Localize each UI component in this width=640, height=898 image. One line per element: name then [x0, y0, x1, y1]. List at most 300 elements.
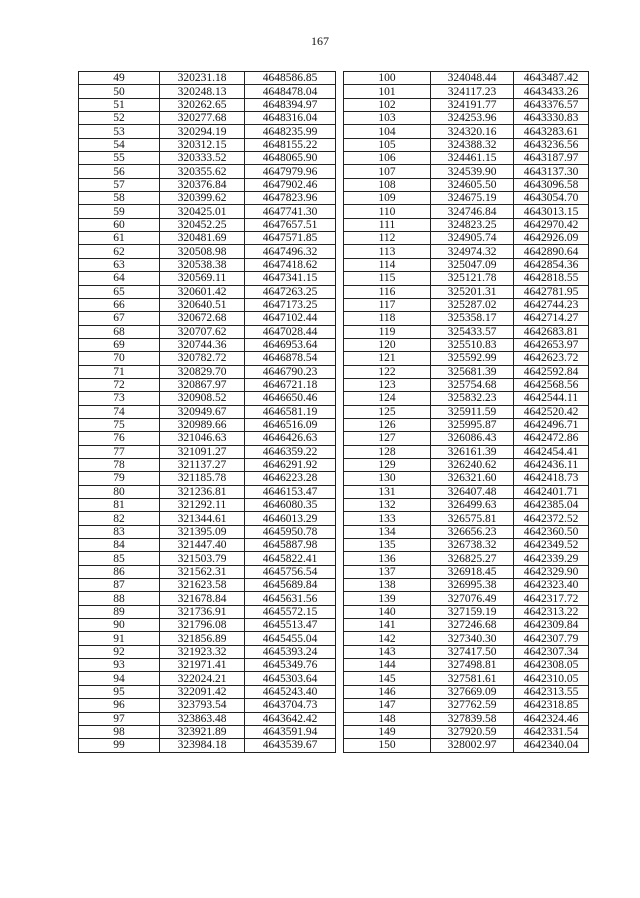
x-coordinate-cell: 321046.63	[160, 432, 245, 445]
y-coordinate-cell: 4645887.98	[245, 539, 336, 552]
x-coordinate-cell: 320508.98	[160, 245, 245, 258]
y-coordinate-cell: 4642854.36	[514, 258, 589, 271]
x-coordinate-cell: 321796.08	[160, 619, 245, 632]
y-coordinate-cell: 4647028.44	[245, 325, 336, 338]
y-coordinate-cell: 4643283.61	[514, 125, 589, 138]
x-coordinate-cell: 327340.30	[431, 632, 514, 645]
point-number-cell: 128	[344, 445, 431, 458]
point-number-cell: 91	[79, 632, 160, 645]
table-row	[79, 672, 336, 685]
y-coordinate-cell: 4643433.26	[514, 85, 589, 98]
point-number-cell: 113	[344, 245, 431, 258]
table-row	[344, 285, 589, 298]
point-number-cell: 85	[79, 552, 160, 565]
point-number-cell: 127	[344, 432, 431, 445]
x-coordinate-cell: 325995.87	[431, 418, 514, 431]
table-row	[79, 152, 336, 165]
y-coordinate-cell: 4642372.52	[514, 512, 589, 525]
y-coordinate-cell: 4645349.76	[245, 659, 336, 672]
table-row	[79, 712, 336, 725]
y-coordinate-cell: 4642331.54	[514, 725, 589, 738]
table-row	[79, 725, 336, 738]
point-number-cell: 126	[344, 418, 431, 431]
x-coordinate-cell: 326161.39	[431, 445, 514, 458]
point-number-cell: 70	[79, 352, 160, 365]
y-coordinate-cell: 4645455.04	[245, 632, 336, 645]
point-number-cell: 74	[79, 405, 160, 418]
x-coordinate-cell: 320744.36	[160, 338, 245, 351]
x-coordinate-cell: 327920.59	[431, 725, 514, 738]
point-number-cell: 86	[79, 565, 160, 578]
y-coordinate-cell: 4642329.90	[514, 565, 589, 578]
x-coordinate-cell: 326918.45	[431, 565, 514, 578]
y-coordinate-cell: 4642714.27	[514, 312, 589, 325]
point-number-cell: 111	[344, 218, 431, 231]
point-number-cell: 147	[344, 699, 431, 712]
x-coordinate-cell: 321292.11	[160, 499, 245, 512]
y-coordinate-cell: 4642418.73	[514, 472, 589, 485]
y-coordinate-cell: 4642313.55	[514, 685, 589, 698]
table-row	[79, 499, 336, 512]
y-coordinate-cell: 4642360.50	[514, 525, 589, 538]
table-row	[79, 218, 336, 231]
y-coordinate-cell: 4646223.28	[245, 472, 336, 485]
table-row	[344, 725, 589, 738]
y-coordinate-cell: 4646291.92	[245, 458, 336, 471]
x-coordinate-cell: 320452.25	[160, 218, 245, 231]
table-row	[79, 632, 336, 645]
y-coordinate-cell: 4643539.67	[245, 739, 336, 752]
y-coordinate-cell: 4643137.30	[514, 165, 589, 178]
x-coordinate-cell: 325832.23	[431, 392, 514, 405]
table-row	[79, 298, 336, 311]
x-coordinate-cell: 328002.97	[431, 739, 514, 752]
x-coordinate-cell: 321856.89	[160, 632, 245, 645]
table-row	[79, 432, 336, 445]
point-number-cell: 52	[79, 112, 160, 125]
point-number-cell: 94	[79, 672, 160, 685]
y-coordinate-cell: 4642323.40	[514, 579, 589, 592]
y-coordinate-cell: 4648155.22	[245, 138, 336, 151]
y-coordinate-cell: 4647571.85	[245, 232, 336, 245]
table-row	[344, 605, 589, 618]
x-coordinate-cell: 322091.42	[160, 685, 245, 698]
point-number-cell: 61	[79, 232, 160, 245]
point-number-cell: 87	[79, 579, 160, 592]
y-coordinate-cell: 4643704.73	[245, 699, 336, 712]
point-number-cell: 58	[79, 192, 160, 205]
y-coordinate-cell: 4642313.22	[514, 605, 589, 618]
y-coordinate-cell: 4647902.46	[245, 178, 336, 191]
point-number-cell: 131	[344, 485, 431, 498]
point-number-cell: 89	[79, 605, 160, 618]
point-number-cell: 118	[344, 312, 431, 325]
y-coordinate-cell: 4645513.47	[245, 619, 336, 632]
table-row	[344, 525, 589, 538]
x-coordinate-cell: 321344.61	[160, 512, 245, 525]
point-number-cell: 92	[79, 645, 160, 658]
table-row	[79, 352, 336, 365]
y-coordinate-cell: 4647741.30	[245, 205, 336, 218]
table-row	[79, 525, 336, 538]
y-coordinate-cell: 4646080.35	[245, 499, 336, 512]
table-row	[79, 192, 336, 205]
x-coordinate-cell: 326321.60	[431, 472, 514, 485]
table-row	[344, 672, 589, 685]
y-coordinate-cell: 4646516.09	[245, 418, 336, 431]
y-coordinate-cell: 4647823.96	[245, 192, 336, 205]
table-row	[79, 739, 336, 752]
x-coordinate-cell: 320262.65	[160, 98, 245, 111]
y-coordinate-cell: 4642310.05	[514, 672, 589, 685]
table-row	[344, 405, 589, 418]
x-coordinate-cell: 321091.27	[160, 445, 245, 458]
x-coordinate-cell: 323921.89	[160, 725, 245, 738]
table-row	[344, 298, 589, 311]
table-row	[79, 312, 336, 325]
table-row	[344, 685, 589, 698]
table-row	[79, 392, 336, 405]
y-coordinate-cell: 4643591.94	[245, 725, 336, 738]
x-coordinate-cell: 320989.66	[160, 418, 245, 431]
point-number-cell: 93	[79, 659, 160, 672]
point-number-cell: 148	[344, 712, 431, 725]
point-number-cell: 54	[79, 138, 160, 151]
table-row	[79, 552, 336, 565]
y-coordinate-cell: 4642683.81	[514, 325, 589, 338]
y-coordinate-cell: 4645572.15	[245, 605, 336, 618]
x-coordinate-cell: 326825.27	[431, 552, 514, 565]
point-number-cell: 121	[344, 352, 431, 365]
point-number-cell: 62	[79, 245, 160, 258]
point-number-cell: 104	[344, 125, 431, 138]
page-number: 167	[311, 34, 329, 48]
table-row	[344, 178, 589, 191]
point-number-cell: 73	[79, 392, 160, 405]
table-row	[344, 645, 589, 658]
point-number-cell: 100	[344, 72, 431, 85]
y-coordinate-cell: 4642926.09	[514, 232, 589, 245]
table-row	[344, 365, 589, 378]
table-row	[79, 699, 336, 712]
x-coordinate-cell: 323863.48	[160, 712, 245, 725]
x-coordinate-cell: 327762.59	[431, 699, 514, 712]
y-coordinate-cell: 4642307.79	[514, 632, 589, 645]
x-coordinate-cell: 321923.32	[160, 645, 245, 658]
x-coordinate-cell: 320672.68	[160, 312, 245, 325]
y-coordinate-cell: 4646650.46	[245, 392, 336, 405]
x-coordinate-cell: 326656.23	[431, 525, 514, 538]
x-coordinate-cell: 320294.19	[160, 125, 245, 138]
table-row	[344, 485, 589, 498]
table-row	[344, 632, 589, 645]
y-coordinate-cell: 4642520.42	[514, 405, 589, 418]
x-coordinate-cell: 320782.72	[160, 352, 245, 365]
y-coordinate-cell: 4645689.84	[245, 579, 336, 592]
table-row	[344, 445, 589, 458]
y-coordinate-cell: 4643187.97	[514, 152, 589, 165]
table-row	[344, 258, 589, 271]
y-coordinate-cell: 4642623.72	[514, 352, 589, 365]
coordinate-table-left	[78, 71, 336, 753]
y-coordinate-cell: 4646790.23	[245, 365, 336, 378]
x-coordinate-cell: 320312.15	[160, 138, 245, 151]
y-coordinate-cell: 4642544.11	[514, 392, 589, 405]
x-coordinate-cell: 326575.81	[431, 512, 514, 525]
point-number-cell: 112	[344, 232, 431, 245]
table-row	[79, 98, 336, 111]
table-row	[79, 72, 336, 85]
y-coordinate-cell: 4647418.62	[245, 258, 336, 271]
table-row	[344, 392, 589, 405]
table-row	[79, 378, 336, 391]
x-coordinate-cell: 321185.78	[160, 472, 245, 485]
y-coordinate-cell: 4642401.71	[514, 485, 589, 498]
x-coordinate-cell: 325433.57	[431, 325, 514, 338]
y-coordinate-cell: 4647173.25	[245, 298, 336, 311]
y-coordinate-cell: 4642307.34	[514, 645, 589, 658]
x-coordinate-cell: 325287.02	[431, 298, 514, 311]
table-row	[344, 232, 589, 245]
point-number-cell: 64	[79, 272, 160, 285]
table-row	[79, 565, 336, 578]
point-number-cell: 63	[79, 258, 160, 271]
y-coordinate-cell: 4646581.19	[245, 405, 336, 418]
table-row	[79, 125, 336, 138]
x-coordinate-cell: 325510.83	[431, 338, 514, 351]
table-row	[344, 512, 589, 525]
x-coordinate-cell: 327159.19	[431, 605, 514, 618]
point-number-cell: 122	[344, 365, 431, 378]
point-number-cell: 81	[79, 499, 160, 512]
table-row	[344, 458, 589, 471]
y-coordinate-cell: 4643013.15	[514, 205, 589, 218]
table-row	[79, 165, 336, 178]
point-number-cell: 56	[79, 165, 160, 178]
y-coordinate-cell: 4645950.78	[245, 525, 336, 538]
table-row	[344, 338, 589, 351]
point-number-cell: 96	[79, 699, 160, 712]
point-number-cell: 83	[79, 525, 160, 538]
point-number-cell: 76	[79, 432, 160, 445]
y-coordinate-cell: 4643376.57	[514, 98, 589, 111]
x-coordinate-cell: 320333.52	[160, 152, 245, 165]
x-coordinate-cell: 321736.91	[160, 605, 245, 618]
x-coordinate-cell: 320707.62	[160, 325, 245, 338]
point-number-cell: 132	[344, 499, 431, 512]
point-number-cell: 72	[79, 378, 160, 391]
x-coordinate-cell: 327417.50	[431, 645, 514, 658]
y-coordinate-cell: 4648065.90	[245, 152, 336, 165]
point-number-cell: 133	[344, 512, 431, 525]
table-row	[344, 699, 589, 712]
point-number-cell: 95	[79, 685, 160, 698]
y-coordinate-cell: 4648586.85	[245, 72, 336, 85]
y-coordinate-cell: 4642385.04	[514, 499, 589, 512]
table-row	[344, 659, 589, 672]
x-coordinate-cell: 320481.69	[160, 232, 245, 245]
point-number-cell: 125	[344, 405, 431, 418]
point-number-cell: 102	[344, 98, 431, 111]
y-coordinate-cell: 4642454.41	[514, 445, 589, 458]
point-number-cell: 136	[344, 552, 431, 565]
table-row	[344, 472, 589, 485]
y-coordinate-cell: 4646953.64	[245, 338, 336, 351]
y-coordinate-cell: 4645756.54	[245, 565, 336, 578]
point-number-cell: 146	[344, 685, 431, 698]
table-row	[344, 312, 589, 325]
x-coordinate-cell: 326086.43	[431, 432, 514, 445]
point-number-cell: 139	[344, 592, 431, 605]
table-row	[344, 245, 589, 258]
table-row	[79, 178, 336, 191]
table-row	[79, 539, 336, 552]
y-coordinate-cell: 4643487.42	[514, 72, 589, 85]
x-coordinate-cell: 324388.32	[431, 138, 514, 151]
x-coordinate-cell: 324974.32	[431, 245, 514, 258]
table-row	[344, 619, 589, 632]
x-coordinate-cell: 324746.84	[431, 205, 514, 218]
point-number-cell: 51	[79, 98, 160, 111]
point-number-cell: 90	[79, 619, 160, 632]
point-number-cell: 123	[344, 378, 431, 391]
table-row	[79, 112, 336, 125]
point-number-cell: 53	[79, 125, 160, 138]
table-row	[79, 592, 336, 605]
y-coordinate-cell: 4647979.96	[245, 165, 336, 178]
table-row	[344, 552, 589, 565]
point-number-cell: 138	[344, 579, 431, 592]
point-number-cell: 101	[344, 85, 431, 98]
y-coordinate-cell: 4648316.04	[245, 112, 336, 125]
y-coordinate-cell: 4645822.41	[245, 552, 336, 565]
x-coordinate-cell: 325047.09	[431, 258, 514, 271]
table-row	[344, 325, 589, 338]
y-coordinate-cell: 4643054.70	[514, 192, 589, 205]
y-coordinate-cell: 4642317.72	[514, 592, 589, 605]
table-row	[79, 619, 336, 632]
x-coordinate-cell: 324539.90	[431, 165, 514, 178]
point-number-cell: 137	[344, 565, 431, 578]
point-number-cell: 82	[79, 512, 160, 525]
y-coordinate-cell: 4642496.71	[514, 418, 589, 431]
x-coordinate-cell: 327839.58	[431, 712, 514, 725]
y-coordinate-cell: 4642339.29	[514, 552, 589, 565]
point-number-cell: 57	[79, 178, 160, 191]
x-coordinate-cell: 320538.38	[160, 258, 245, 271]
x-coordinate-cell: 324675.19	[431, 192, 514, 205]
table-row	[79, 418, 336, 431]
x-coordinate-cell: 321447.40	[160, 539, 245, 552]
point-number-cell: 66	[79, 298, 160, 311]
y-coordinate-cell: 4642436.11	[514, 458, 589, 471]
x-coordinate-cell: 320376.84	[160, 178, 245, 191]
x-coordinate-cell: 323793.54	[160, 699, 245, 712]
point-number-cell: 124	[344, 392, 431, 405]
point-number-cell: 114	[344, 258, 431, 271]
x-coordinate-cell: 321678.84	[160, 592, 245, 605]
table-row	[344, 272, 589, 285]
table-row	[79, 472, 336, 485]
x-coordinate-cell: 320425.01	[160, 205, 245, 218]
y-coordinate-cell: 4647341.15	[245, 272, 336, 285]
x-coordinate-cell: 326407.48	[431, 485, 514, 498]
table-row	[79, 232, 336, 245]
point-number-cell: 140	[344, 605, 431, 618]
point-number-cell: 65	[79, 285, 160, 298]
x-coordinate-cell: 325911.59	[431, 405, 514, 418]
point-number-cell: 109	[344, 192, 431, 205]
x-coordinate-cell: 324823.25	[431, 218, 514, 231]
y-coordinate-cell: 4648235.99	[245, 125, 336, 138]
x-coordinate-cell: 324253.96	[431, 112, 514, 125]
y-coordinate-cell: 4642349.52	[514, 539, 589, 552]
x-coordinate-cell: 320601.42	[160, 285, 245, 298]
table-row	[79, 512, 336, 525]
x-coordinate-cell: 327246.68	[431, 619, 514, 632]
point-number-cell: 130	[344, 472, 431, 485]
table-row	[79, 405, 336, 418]
table-row	[344, 125, 589, 138]
point-number-cell: 103	[344, 112, 431, 125]
point-number-cell: 145	[344, 672, 431, 685]
y-coordinate-cell: 4646013.29	[245, 512, 336, 525]
x-coordinate-cell: 321562.31	[160, 565, 245, 578]
table-row	[79, 285, 336, 298]
table-row	[344, 539, 589, 552]
point-number-cell: 79	[79, 472, 160, 485]
x-coordinate-cell: 326240.62	[431, 458, 514, 471]
x-coordinate-cell: 324605.50	[431, 178, 514, 191]
point-number-cell: 98	[79, 725, 160, 738]
y-coordinate-cell: 4642340.04	[514, 739, 589, 752]
table-row	[344, 152, 589, 165]
point-number-cell: 129	[344, 458, 431, 471]
table-row	[79, 365, 336, 378]
x-coordinate-cell: 320399.62	[160, 192, 245, 205]
table-row	[79, 245, 336, 258]
point-number-cell: 55	[79, 152, 160, 165]
point-number-cell: 117	[344, 298, 431, 311]
y-coordinate-cell: 4645631.56	[245, 592, 336, 605]
y-coordinate-cell: 4642309.84	[514, 619, 589, 632]
point-number-cell: 60	[79, 218, 160, 231]
y-coordinate-cell: 4645243.40	[245, 685, 336, 698]
point-number-cell: 107	[344, 165, 431, 178]
point-number-cell: 115	[344, 272, 431, 285]
coordinate-table-right	[343, 71, 589, 753]
point-number-cell: 105	[344, 138, 431, 151]
y-coordinate-cell: 4648394.97	[245, 98, 336, 111]
point-number-cell: 80	[79, 485, 160, 498]
y-coordinate-cell: 4642890.64	[514, 245, 589, 258]
x-coordinate-cell: 321503.79	[160, 552, 245, 565]
y-coordinate-cell: 4643096.58	[514, 178, 589, 191]
y-coordinate-cell: 4647496.32	[245, 245, 336, 258]
x-coordinate-cell: 320569.11	[160, 272, 245, 285]
y-coordinate-cell: 4646878.54	[245, 352, 336, 365]
table-row	[344, 72, 589, 85]
point-number-cell: 134	[344, 525, 431, 538]
point-number-cell: 144	[344, 659, 431, 672]
table-row	[79, 138, 336, 151]
point-number-cell: 108	[344, 178, 431, 191]
table-row	[344, 218, 589, 231]
x-coordinate-cell: 320231.18	[160, 72, 245, 85]
x-coordinate-cell: 324117.23	[431, 85, 514, 98]
table-row	[79, 272, 336, 285]
point-number-cell: 143	[344, 645, 431, 658]
